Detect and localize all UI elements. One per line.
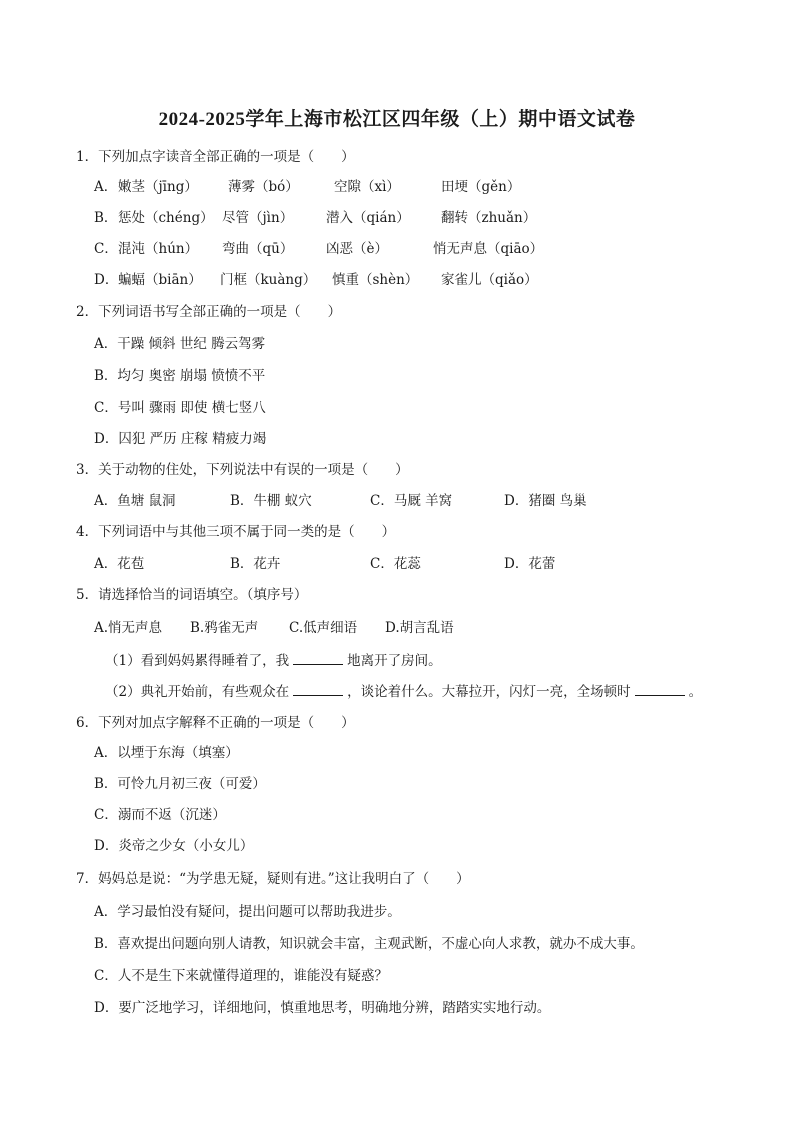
question-4-option-d[interactable]: D．花蕾	[504, 556, 556, 572]
question-3-stem: 3．关于动物的住处，下列说法中有误的一项是（ ）	[76, 462, 409, 478]
question-3-option-a[interactable]: A．鱼塘 鼠洞	[94, 493, 176, 509]
question-3-option-c[interactable]: C．马厩 羊窝	[370, 493, 453, 509]
question-4-option-a[interactable]: A．花苞	[94, 556, 145, 572]
question-6-option-a[interactable]: A．以堙于东海（填塞）	[94, 745, 239, 761]
sub-1-text-b: 地离开了房间。	[347, 653, 442, 669]
option-item: 翻转（zhuǎn）	[441, 210, 537, 226]
question-2-option-b[interactable]: B．均匀 奥密 崩塌 愤愤不平	[94, 368, 266, 384]
question-4-option-b[interactable]: B．花卉	[230, 556, 281, 572]
option-item: 悄无声息（qiāo）	[433, 241, 544, 257]
exam-title: 2024-2025学年上海市松江区四年级（上）期中语文试卷	[158, 109, 636, 130]
question-4-option-c[interactable]: C．花蕊	[370, 556, 421, 572]
question-5-stem: 5．请选择恰当的词语填空。（填序号）	[76, 587, 308, 603]
question-3-option-d[interactable]: D．猪圈 鸟巢	[504, 493, 587, 509]
question-7-option-b[interactable]: B．喜欢提出问题向别人请教，知识就会丰富，主观武断，不虚心向人求教，就办不成大事。	[94, 936, 644, 952]
fill-blank-2[interactable]	[293, 683, 343, 696]
option-item: 蝙蝠（biān）	[118, 272, 202, 288]
option-letter: B．	[94, 210, 118, 226]
sub-1-text-a: （1）看到妈妈累得睡着了，我	[105, 653, 290, 669]
sub-2-text-a: （2）典礼开始前，有些观众在	[105, 684, 290, 700]
option-item: 尽管（jìn）	[222, 210, 294, 226]
option-item: 混沌（hún）	[118, 241, 199, 257]
question-7-option-c[interactable]: C．人不是生下来就懂得道理的，谁能没有疑惑？	[94, 968, 388, 984]
question-2-option-c[interactable]: C．号叫 骤雨 即使 横七竖八	[94, 400, 266, 416]
option-item: 慎重（shèn）	[332, 272, 419, 288]
option-letter: D．	[94, 272, 119, 288]
option-item: 嫩茎（jīng）	[118, 179, 198, 195]
option-item: 家雀儿（qiǎo）	[441, 272, 538, 288]
question-5-choice-d[interactable]: D.胡言乱语	[385, 620, 454, 636]
option-item: 弯曲（qū）	[222, 241, 294, 257]
question-5-choice-b[interactable]: B.鸦雀无声	[190, 620, 259, 636]
question-7-option-d[interactable]: D．要广泛地学习，详细地问，慎重地思考，明确地分辨，踏踏实实地行动。	[94, 1000, 551, 1016]
sub-2-text-b: ，谈论着什么。大幕拉开，闪灯一亮，全场顿时	[347, 684, 631, 700]
question-4-stem: 4．下列词语中与其他三项不属于同一类的是（ ）	[76, 524, 396, 540]
question-6-option-d[interactable]: D．炎帝之少女（小女儿）	[94, 838, 254, 854]
question-6-option-b[interactable]: B．可怜九月初三夜（可爱）	[94, 776, 266, 792]
option-item: 惩处（chéng）	[118, 210, 214, 226]
question-2-stem: 2．下列词语书写全部正确的一项是（ ）	[76, 304, 342, 320]
question-3-option-b[interactable]: B．牛棚 蚁穴	[230, 493, 312, 509]
option-item: 田埂（gěn）	[441, 179, 521, 195]
option-item: 凶恶（è）	[326, 241, 388, 257]
option-item: 薄雾（bó）	[228, 179, 299, 195]
question-5-choice-c[interactable]: C.低声细语	[289, 620, 358, 636]
question-2-option-a[interactable]: A．干躁 倾斜 世纪 腾云驾雾	[94, 336, 266, 352]
option-item: 空隙（xì）	[334, 179, 400, 195]
fill-blank-1[interactable]	[293, 652, 343, 665]
option-item: 门框（kuàng）	[220, 272, 317, 288]
sub-2-text-c: 。	[688, 684, 703, 700]
question-6-stem: 6．下列对加点字解释不正确的一项是（ ）	[76, 715, 355, 731]
question-7-option-a[interactable]: A．学习最怕没有疑问，提出问题可以帮助我进步。	[94, 904, 401, 920]
option-item: 潜入（qián）	[326, 210, 410, 226]
question-2-option-d[interactable]: D．囚犯 严历 庄稼 精疲力竭	[94, 431, 267, 447]
question-7-stem: 7．妈妈总是说：“为学患无疑，疑则有进。”这让我明白了（ ）	[76, 871, 470, 887]
option-letter: C．	[94, 241, 118, 257]
question-5-choice-a[interactable]: A.悄无声息	[94, 620, 163, 636]
question-1-stem: 1．下列加点字读音全部正确的一项是（ ）	[76, 149, 355, 165]
option-letter: A．	[94, 179, 118, 195]
question-6-option-c[interactable]: C．溺而不返（沉迷）	[94, 807, 226, 823]
fill-blank-3[interactable]	[635, 683, 685, 696]
question-5-sub-1	[105, 649, 442, 669]
question-5-sub-2	[105, 680, 702, 700]
